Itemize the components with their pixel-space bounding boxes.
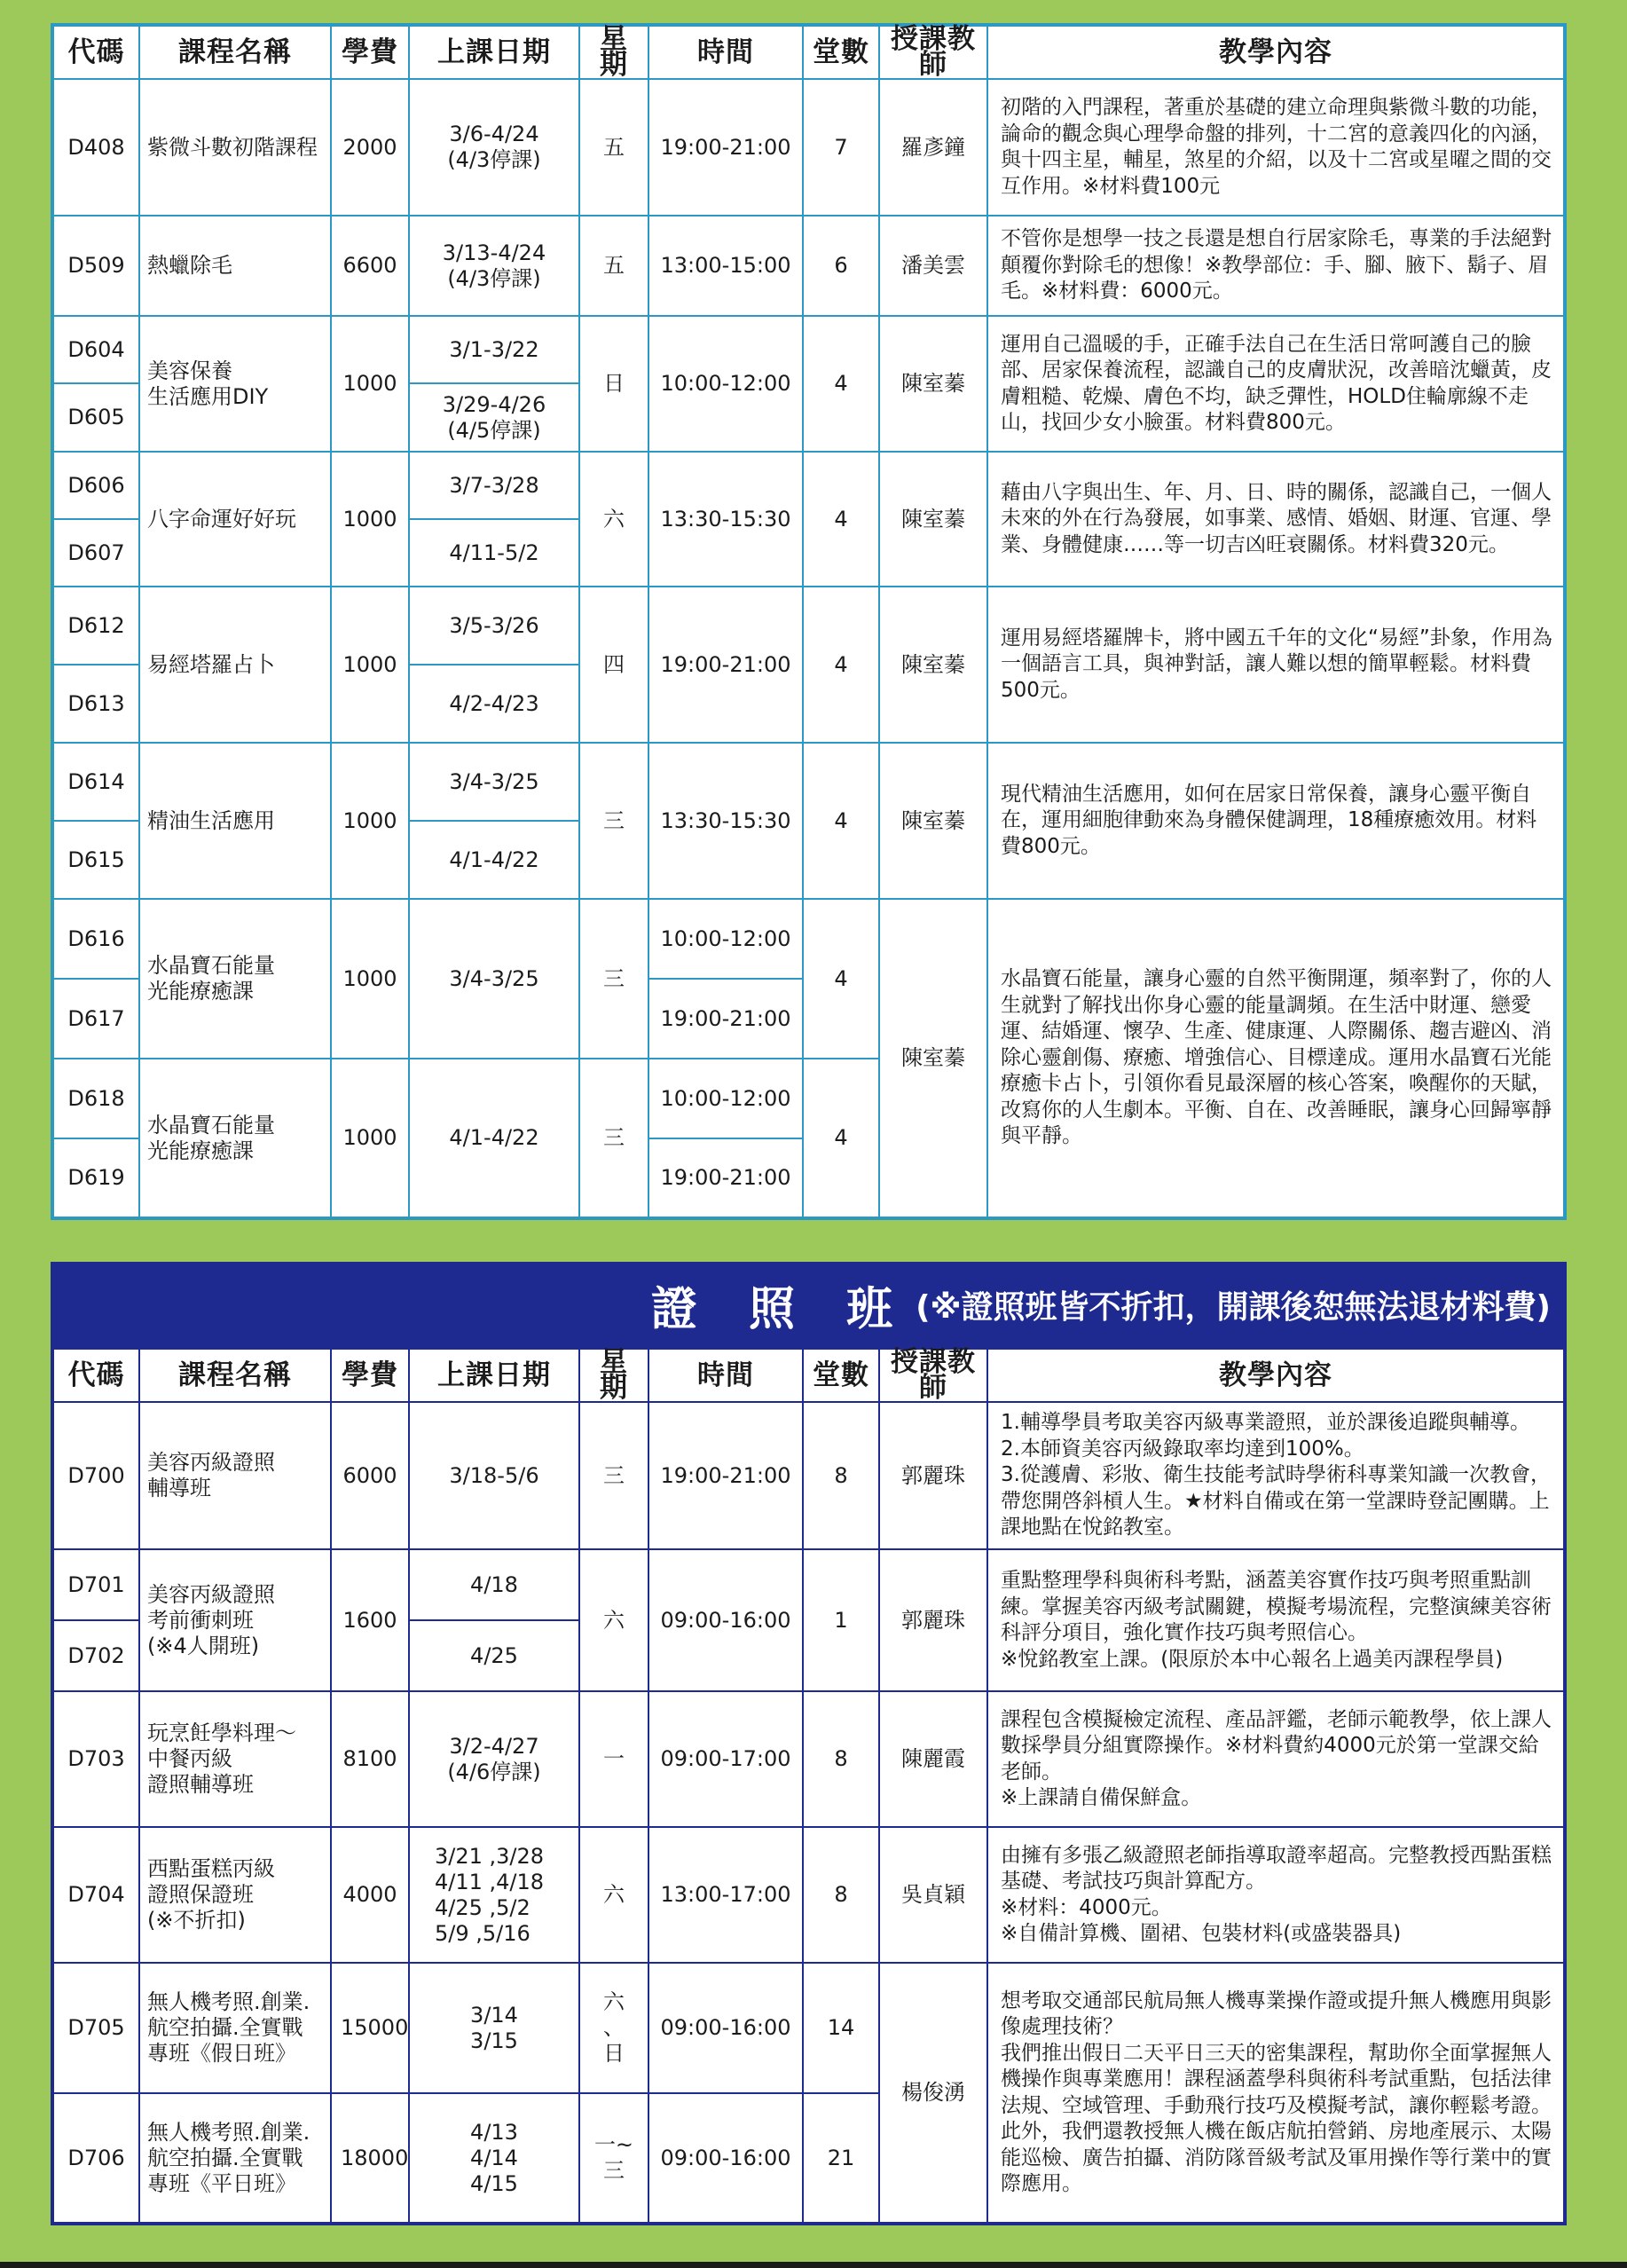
course-teacher: 陳室蓁 bbox=[879, 743, 987, 899]
course-content: 由擁有多張乙級證照老師指導取證率超高。完整教授西點蛋糕基礎、考試技巧與計算配方。 ※材料：4000元。 ※自備計算機、圍裙、包裝材料(或盛裝器具) bbox=[987, 1827, 1565, 1963]
course-teacher: 楊俊湧 bbox=[879, 1963, 987, 2224]
table-row bbox=[52, 1691, 1565, 1827]
course-time: 09:00-17:00 bbox=[648, 1691, 803, 1827]
table-row bbox=[52, 1549, 1565, 1620]
header-code: 代碼 bbox=[52, 25, 139, 79]
course-name: 精油生活應用 bbox=[139, 743, 331, 899]
course-fee: 4000 bbox=[331, 1827, 409, 1963]
table-row bbox=[52, 79, 1565, 216]
course-content: 1.輔導學員考取美容丙級專業證照，並於課後追蹤與輔導。 2.本師資美容丙級錄取率均達到100%。 3.從護膚、彩妝、衛生技能考試時學術科專業知識一次教會，帶您開啓斜槓人生。★材料自備或在第一堂課時登記團購。上課地點在悅銘教室。 bbox=[987, 1402, 1565, 1549]
header-time: 時間 bbox=[648, 1348, 803, 1402]
course-name: 玩烹飪學料理～ 中餐丙級 證照輔導班 bbox=[139, 1691, 331, 1827]
course-dates: 3/14 3/15 bbox=[409, 1963, 579, 2093]
course-code: D702 bbox=[52, 1620, 139, 1691]
table-row bbox=[52, 1963, 1565, 2093]
course-code: D617 bbox=[52, 979, 139, 1059]
course-name: 無人機考照.創業. 航空拍攝.全實戰 專班《平日班》 bbox=[139, 2093, 331, 2224]
course-count: 8 bbox=[803, 1827, 879, 1963]
course-dates: 3/4-3/25 bbox=[409, 743, 579, 821]
course-count: 4 bbox=[803, 587, 879, 743]
course-fee: 1000 bbox=[331, 587, 409, 743]
certificate-section-title: 證 照 班 bbox=[650, 1283, 911, 1336]
course-time: 19:00-21:00 bbox=[648, 587, 803, 743]
course-time: 19:00-21:00 bbox=[648, 1402, 803, 1549]
course-code: D604 bbox=[52, 316, 139, 383]
course-count: 4 bbox=[803, 1059, 879, 1218]
course-teacher: 陳室蓁 bbox=[879, 587, 987, 743]
course-count: 1 bbox=[803, 1549, 879, 1691]
course-content: 想考取交通部民航局無人機專業操作證或提升無人機應用與影像處理技術？ 我們推出假日二天平日三天的密集課程，幫助你全面掌握無人機操作與專業應用！課程涵蓋學科與術科考試重點，包括法律法規、空域管理、手動飛行技巧及模擬考試，讓你輕鬆考證。 此外，我們還教授無人機在飯店航拍營銷、房地產展示、太陽能巡檢、廣告拍攝、消防隊晉級考試及軍用操作等行業中的實際應用。 bbox=[987, 1963, 1565, 2224]
course-code: D701 bbox=[52, 1549, 139, 1620]
course-day: 一~三 bbox=[579, 2093, 648, 2224]
header-content: 教學內容 bbox=[987, 25, 1565, 79]
course-code: D704 bbox=[52, 1827, 139, 1963]
course-content: 藉由八字與出生、年、月、日、時的關係，認識自己，一個人未來的外在行為發展，如事業、感情、婚姻、財運、官運、學業、身體健康……等一切吉凶旺衰關係。材料費320元。 bbox=[987, 452, 1565, 587]
header-day: 星期 bbox=[579, 1348, 648, 1402]
course-time: 10:00-12:00 bbox=[648, 1059, 803, 1138]
course-day: 三 bbox=[579, 1402, 648, 1549]
course-fee: 1000 bbox=[331, 743, 409, 899]
course-count: 4 bbox=[803, 316, 879, 452]
course-fee: 1000 bbox=[331, 1059, 409, 1218]
course-count: 4 bbox=[803, 899, 879, 1059]
course-day: 六 bbox=[579, 1549, 648, 1691]
header-fee: 學費 bbox=[331, 25, 409, 79]
course-code: D619 bbox=[52, 1138, 139, 1218]
course-time: 19:00-21:00 bbox=[648, 79, 803, 216]
course-code: D703 bbox=[52, 1691, 139, 1827]
course-teacher: 陳麗霞 bbox=[879, 1691, 987, 1827]
course-name: 八字命運好好玩 bbox=[139, 452, 331, 587]
course-code: D509 bbox=[52, 216, 139, 316]
course-teacher: 陳室蓁 bbox=[879, 316, 987, 452]
course-day: 三 bbox=[579, 743, 648, 899]
header-day: 星期 bbox=[579, 25, 648, 79]
header-row bbox=[52, 25, 1565, 79]
course-name: 熱蠟除毛 bbox=[139, 216, 331, 316]
header-teacher: 授課教師 bbox=[879, 1348, 987, 1402]
course-code: D612 bbox=[52, 587, 139, 665]
course-day: 六 bbox=[579, 452, 648, 587]
header-dates: 上課日期 bbox=[409, 25, 579, 79]
course-count: 21 bbox=[803, 2093, 879, 2224]
course-code: D700 bbox=[52, 1402, 139, 1549]
course-day: 五 bbox=[579, 79, 648, 216]
course-day: 六 、 日 bbox=[579, 1963, 648, 2093]
course-code: D705 bbox=[52, 1963, 139, 2093]
course-content: 重點整理學科與術科考點，涵蓋美容實作技巧與考照重點訓練。掌握美容丙級考試關鍵，模擬考場流程，完整演練美容術科評分項目，強化實作技巧與考照信心。 ※悅銘教室上課。(限原於本中心報名上過美丙課程學員) bbox=[987, 1549, 1565, 1691]
course-dates: 3/5-3/26 bbox=[409, 587, 579, 665]
course-code: D408 bbox=[52, 79, 139, 216]
course-fee: 8100 bbox=[331, 1691, 409, 1827]
course-time: 10:00-12:00 bbox=[648, 316, 803, 452]
table-row bbox=[52, 452, 1565, 519]
course-day: 一 bbox=[579, 1691, 648, 1827]
course-count: 6 bbox=[803, 216, 879, 316]
course-day: 日 bbox=[579, 316, 648, 452]
course-dates: 4/13 4/14 4/15 bbox=[409, 2093, 579, 2224]
course-time: 19:00-21:00 bbox=[648, 979, 803, 1059]
course-code: D706 bbox=[52, 2093, 139, 2224]
header-time: 時間 bbox=[648, 25, 803, 79]
course-content: 水晶寶石能量，讓身心靈的自然平衡開運，頻率對了，你的人生就對了解找出你身心靈的能量調頻。在生活中財運、戀愛運、結婚運、懷孕、生產、健康運、人際關係、趨吉避凶、消除心靈創傷、療癒、增強信心、目標達成。運用水晶寶石光能療癒卡占卜，引領你看見最深層的核心答案，喚醒你的天賦，改寫你的人生劇本。平衡、自在、改善睡眠，讓身心回歸寧靜與平靜。 bbox=[987, 899, 1565, 1218]
course-code: D614 bbox=[52, 743, 139, 821]
course-count: 7 bbox=[803, 79, 879, 216]
course-table bbox=[51, 23, 1567, 1220]
course-code: D607 bbox=[52, 519, 139, 587]
course-fee: 2000 bbox=[331, 79, 409, 216]
course-code: D605 bbox=[52, 383, 139, 452]
header-count: 堂數 bbox=[803, 1348, 879, 1402]
course-teacher: 郭麗珠 bbox=[879, 1402, 987, 1549]
course-name: 易經塔羅占卜 bbox=[139, 587, 331, 743]
certificate-table bbox=[51, 1346, 1567, 2225]
course-name: 西點蛋糕丙級 證照保證班 (※不折扣) bbox=[139, 1827, 331, 1963]
course-name: 美容保養 生活應用DIY bbox=[139, 316, 331, 452]
table-row bbox=[52, 1827, 1565, 1963]
course-name: 紫微斗數初階課程 bbox=[139, 79, 331, 216]
course-dates: 3/18-5/6 bbox=[409, 1402, 579, 1549]
course-fee: 6000 bbox=[331, 1402, 409, 1549]
course-name: 水晶寶石能量 光能療癒課 bbox=[139, 899, 331, 1059]
course-dates: 4/18 bbox=[409, 1549, 579, 1620]
course-teacher: 陳室蓁 bbox=[879, 899, 987, 1218]
course-time: 09:00-16:00 bbox=[648, 1963, 803, 2093]
certificate-section-header bbox=[51, 1262, 1567, 1348]
course-code: D613 bbox=[52, 665, 139, 743]
table-row bbox=[52, 216, 1565, 316]
header-content: 教學內容 bbox=[987, 1348, 1565, 1402]
course-dates: 3/7-3/28 bbox=[409, 452, 579, 519]
table-row bbox=[52, 899, 1565, 979]
course-fee: 18000 bbox=[331, 2093, 409, 2224]
course-time: 13:00-15:00 bbox=[648, 216, 803, 316]
course-dates: 3/21 ,3/28 4/11 ,4/18 4/25 ,5/2 5/9 ,5/16 bbox=[409, 1827, 579, 1963]
course-dates: 3/2-4/27 (4/6停課) bbox=[409, 1691, 579, 1827]
course-day: 三 bbox=[579, 1059, 648, 1218]
course-content: 運用自己溫暖的手，正確手法自己在生活日常呵護自己的臉部、居家保養流程，認識自己的皮膚狀況，改善暗沈蠟黃，皮膚粗糙、乾燥、膚色不均，缺乏彈性，HOLD住輪廓線不走山，找回少女小臉蛋。材料費800元。 bbox=[987, 316, 1565, 452]
course-count: 4 bbox=[803, 452, 879, 587]
course-dates: 3/13-4/24 (4/3停課) bbox=[409, 216, 579, 316]
course-content: 課程包含模擬檢定流程、產品評鑑，老師示範教學，依上課人數採學員分組實際操作。※材料費約4000元於第一堂課交給老師。 ※上課請自備保鮮盒。 bbox=[987, 1691, 1565, 1827]
course-fee: 15000 bbox=[331, 1963, 409, 2093]
table-row bbox=[52, 743, 1565, 821]
course-dates: 4/1-4/22 bbox=[409, 1059, 579, 1218]
header-name: 課程名稱 bbox=[139, 25, 331, 79]
course-dates: 3/6-4/24 (4/3停課) bbox=[409, 79, 579, 216]
course-content: 不管你是想學一技之長還是想自行居家除毛，專業的手法絕對顛覆你對除毛的想像！※教學部位：手、腳、腋下、鬍子、眉毛。※材料費：6000元。 bbox=[987, 216, 1565, 316]
course-fee: 1000 bbox=[331, 899, 409, 1059]
table-row bbox=[52, 587, 1565, 665]
course-count: 8 bbox=[803, 1691, 879, 1827]
course-teacher: 羅彥鐘 bbox=[879, 79, 987, 216]
course-teacher: 潘美雲 bbox=[879, 216, 987, 316]
course-time: 13:00-17:00 bbox=[648, 1827, 803, 1963]
bottom-divider bbox=[0, 2262, 1627, 2268]
course-count: 8 bbox=[803, 1402, 879, 1549]
course-name: 無人機考照.創業. 航空拍攝.全實戰 專班《假日班》 bbox=[139, 1963, 331, 2093]
course-time: 13:30-15:30 bbox=[648, 743, 803, 899]
course-name: 水晶寶石能量 光能療癒課 bbox=[139, 1059, 331, 1218]
course-day: 五 bbox=[579, 216, 648, 316]
course-day: 四 bbox=[579, 587, 648, 743]
course-dates: 3/1-3/22 bbox=[409, 316, 579, 383]
course-time: 10:00-12:00 bbox=[648, 899, 803, 979]
course-time: 09:00-16:00 bbox=[648, 2093, 803, 2224]
table-row bbox=[52, 1402, 1565, 1549]
course-content: 運用易經塔羅牌卡，將中國五千年的文化“易經”卦象，作用為一個語言工具，與神對話，讓人難以想的簡單輕鬆。材料費500元。 bbox=[987, 587, 1565, 743]
course-name: 美容丙級證照 考前衝刺班 (※4人開班) bbox=[139, 1549, 331, 1691]
course-time: 19:00-21:00 bbox=[648, 1138, 803, 1218]
course-code: D618 bbox=[52, 1059, 139, 1138]
course-fee: 1000 bbox=[331, 316, 409, 452]
header-teacher: 授課教師 bbox=[879, 25, 987, 79]
course-day: 六 bbox=[579, 1827, 648, 1963]
course-time: 09:00-16:00 bbox=[648, 1549, 803, 1691]
header-dates: 上課日期 bbox=[409, 1348, 579, 1402]
course-day: 三 bbox=[579, 899, 648, 1059]
course-code: D606 bbox=[52, 452, 139, 519]
header-count: 堂數 bbox=[803, 25, 879, 79]
course-dates: 4/1-4/22 bbox=[409, 821, 579, 899]
certificate-section-note: (※證照班皆不折扣，開課後恕無法退材料費) bbox=[916, 1289, 1551, 1326]
course-code: D615 bbox=[52, 821, 139, 899]
course-teacher: 郭麗珠 bbox=[879, 1549, 987, 1691]
header-code: 代碼 bbox=[52, 1348, 139, 1402]
course-content: 初階的入門課程，著重於基礎的建立命理與紫微斗數的功能，論命的觀念與心理學命盤的排列，十二宮的意義四化的內涵，與十四主星，輔星，煞星的介紹，以及十二宮或星曜之間的交互作用。※材料費100元 bbox=[987, 79, 1565, 216]
course-content: 現代精油生活應用，如何在居家日常保養，讓身心靈平衡自在，運用細胞律動來為身體保健調理，18種療癒效用。材料費800元。 bbox=[987, 743, 1565, 899]
header-row bbox=[52, 1348, 1565, 1402]
course-code: D616 bbox=[52, 899, 139, 979]
course-dates: 4/25 bbox=[409, 1620, 579, 1691]
course-name: 美容丙級證照 輔導班 bbox=[139, 1402, 331, 1549]
header-name: 課程名稱 bbox=[139, 1348, 331, 1402]
table-row bbox=[52, 316, 1565, 383]
course-dates: 3/29-4/26 (4/5停課) bbox=[409, 383, 579, 452]
course-count: 4 bbox=[803, 743, 879, 899]
header-fee: 學費 bbox=[331, 1348, 409, 1402]
course-dates: 4/2-4/23 bbox=[409, 665, 579, 743]
course-fee: 6600 bbox=[331, 216, 409, 316]
course-dates: 4/11-5/2 bbox=[409, 519, 579, 587]
course-teacher: 陳室蓁 bbox=[879, 452, 987, 587]
course-fee: 1600 bbox=[331, 1549, 409, 1691]
course-fee: 1000 bbox=[331, 452, 409, 587]
course-count: 14 bbox=[803, 1963, 879, 2093]
course-teacher: 吳貞穎 bbox=[879, 1827, 987, 1963]
course-dates: 3/4-3/25 bbox=[409, 899, 579, 1059]
course-time: 13:30-15:30 bbox=[648, 452, 803, 587]
